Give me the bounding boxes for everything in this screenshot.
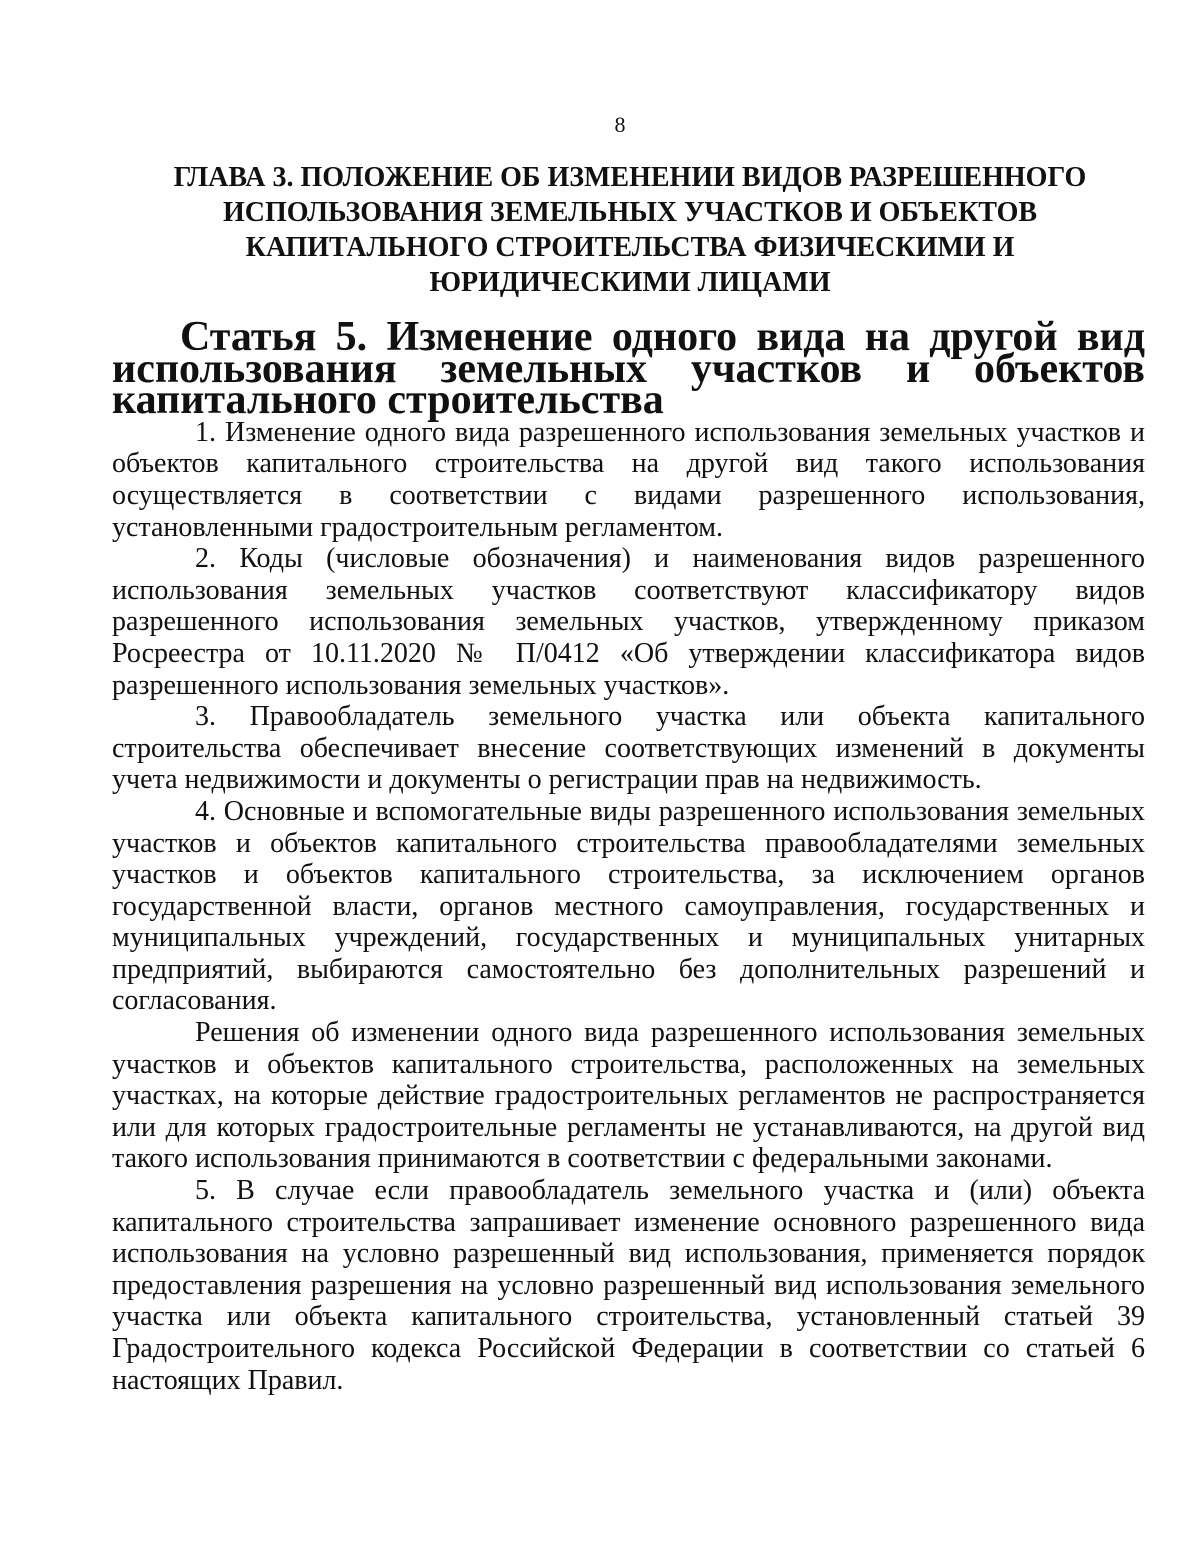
- paragraph-4: 4. Основные и вспомогательные виды разрешенного использования земельных участков и объектов капитального строительства правообладателями земельных участков и объектов капитального строительства, за исключением органов государственной власти, органов местного самоуправления, государственных и муниципальных учреждений, государственных и муниципальных унитарных предприятий, выбираются самостоятельно без дополнительных разрешений и согласования.: [112, 795, 1145, 1017]
- article-title: Статья 5. Изменение одного вида на другой вид использования земельных участков и объектов капитального строительства: [112, 314, 1145, 424]
- paragraph-3: 3. Правообладатель земельного участка или объекта капитального строительства обеспечивает внесение соответствующих изменений в документы учета недвижимости и документы о регистрации прав на недвижимость.: [112, 701, 1145, 796]
- chapter-title-line: КАПИТАЛЬНОГО СТРОИТЕЛЬСТВА ФИЗИЧЕСКИМИ И: [245, 232, 1015, 263]
- paragraph-5: 5. В случае если правообладатель земельного участка и (или) объекта капитального строительства запрашивает изменение основного разрешенного вида использования на условно разрешенный вид использования, применяется порядок предоставления разрешения на условно разрешенный вид использования земельного участка или объекта капитального строительства, установленный статьей 39 Градостроительного кодекса Российской Федерации в соответствии со статьей 6 настоящих Правил.: [112, 1175, 1145, 1396]
- page-number: 8: [614, 112, 626, 137]
- paragraph-2: 2. Коды (числовые обозначения) и наименования видов разрешенного использования земельных участков соответствуют классификатору видов разрешенного использования земельных участков, утвержденному приказом Росреестра от 10.11.2020 № П/0412 «Об утверждении классификатора видов разрешенного использования земельных участков».: [112, 543, 1145, 701]
- chapter-title-line: ГЛАВА 3. ПОЛОЖЕНИЕ ОБ ИЗМЕНЕНИИ ВИДОВ РАЗРЕШЕННОГО: [173, 162, 1087, 193]
- chapter-title-line: ИСПОЛЬЗОВАНИЯ ЗЕМЕЛЬНЫХ УЧАСТКОВ И ОБЪЕКТОВ: [222, 197, 1038, 228]
- paragraph-1: 1. Изменение одного вида разрешенного использования земельных участков и объектов капитального строительства на другой вид такого использования осуществляется в соответствии с видами разрешенного использования, установленными градостроительным регламентом.: [112, 416, 1145, 543]
- paragraph-4-continued: Решения об изменении одного вида разрешенного использования земельных участков и объектов капитального строительства, расположенных на земельных участках, на которые действие градостроительных регламентов не распространяется или для которых градостроительные регламенты не устанавливаются, на другой вид такого использования принимаются в соответствии с федеральными законами.: [112, 1017, 1145, 1175]
- chapter-title-line: ЮРИДИЧЕСКИМИ ЛИЦАМИ: [429, 267, 831, 298]
- chapter-title: [160, 160, 1100, 300]
- article-body: [112, 314, 1145, 1396]
